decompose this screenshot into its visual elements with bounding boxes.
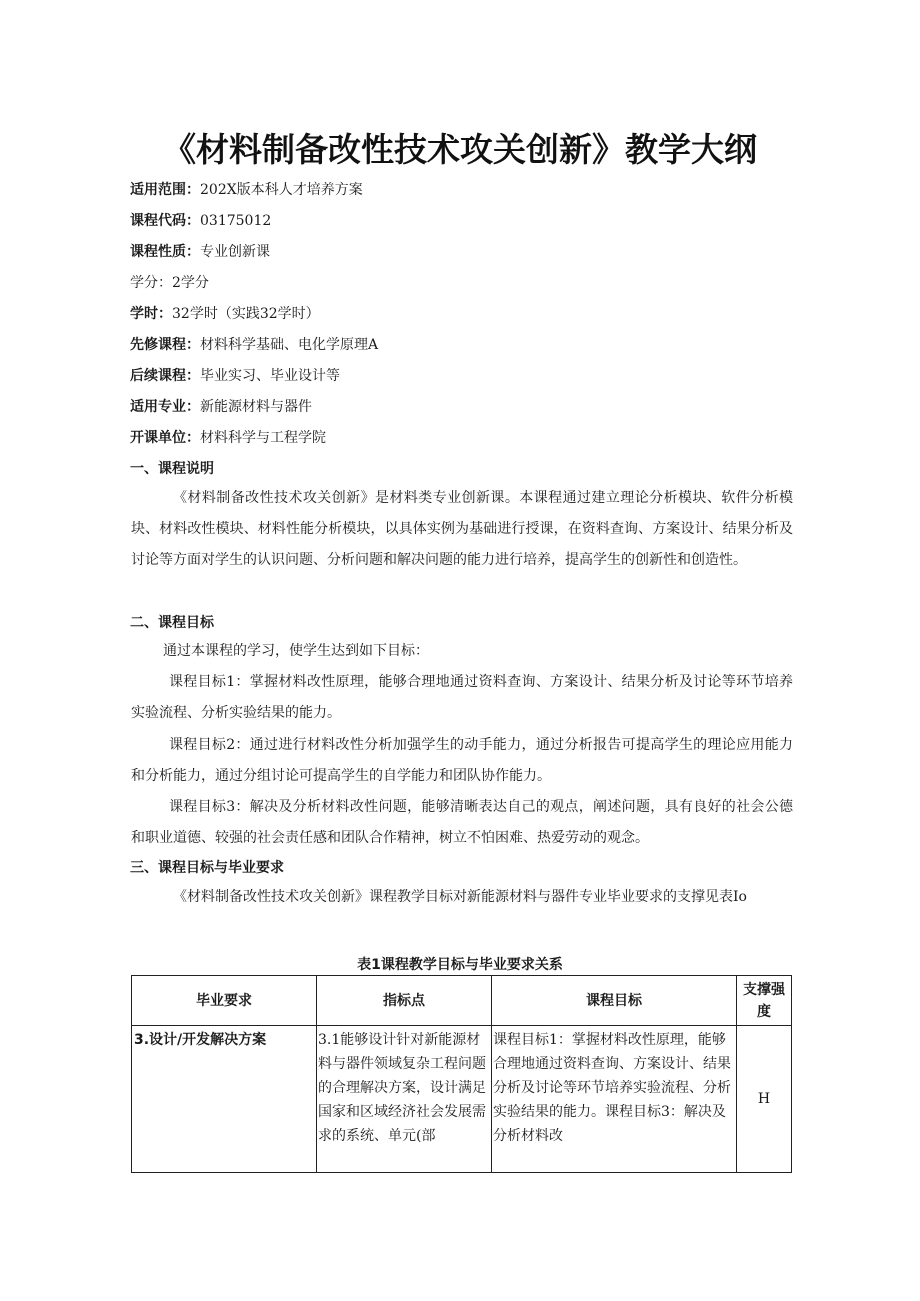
column-header: 支撑强度 (737, 976, 792, 1026)
table-caption: 表1课程教学目标与毕业要求关系 (357, 957, 563, 973)
meta-label: 学时： (130, 306, 172, 322)
meta-value: 2学分 (172, 275, 209, 291)
section-paragraph: 《材料制备改性技术攻关创新》是材料类专业创新课。本课程通过建立理论分析模块、软件分析模块、材料改性模块、材料性能分析模块，以具体实例为基础进行授课，在资料查询、方案设计、结果分析及讨论等方面对学生的认识问题、分析问题和解决问题的能力进行培养，提高学生的创新性和创造性。 (131, 490, 793, 568)
meta-value: 202X版本科人才培养方案 (200, 182, 363, 198)
course-goal-cell: 课程目标1：掌握材料改性原理，能够合理地通过资料查询、方案设计、结果分析及讨论等环节培养实验流程、分析实验结果的能力。课程目标3：解决及分析材料改 (492, 1026, 737, 1173)
goals-requirements-table (131, 975, 792, 1173)
meta-label: 后续课程： (130, 368, 200, 384)
meta-scope (130, 180, 363, 200)
meta-following-courses (130, 366, 340, 386)
column-header: 课程目标 (492, 976, 737, 1026)
meta-value: 专业创新课 (200, 244, 270, 260)
course-goal-3: 课程目标3：解决及分析材料改性问题，能够清晰表达自己的观点，阐述问题，具有良好的社会公德和职业道德、较强的社会责任感和团队合作精神，树立不怕困难、热爱劳动的观念。 (131, 799, 793, 846)
meta-label: 开课单位： (130, 430, 200, 446)
meta-label: 适用专业： (130, 399, 200, 415)
meta-value: 材料科学基础、电化学原理A (200, 337, 379, 353)
meta-course-nature (130, 242, 270, 262)
course-goal-2: 课程目标2：通过进行材料改性分析加强学生的动手能力，通过分析报告可提高学生的理论应用能力和分析能力，通过分组讨论可提高学生的自学能力和团队协作能力。 (131, 737, 793, 784)
column-header: 毕业要求 (132, 976, 317, 1026)
meta-value: 03175012 (200, 213, 272, 229)
meta-value: 毕业实习、毕业设计等 (200, 368, 340, 384)
meta-major (130, 397, 312, 417)
meta-label: 课程代码： (130, 213, 200, 229)
section-paragraph: 通过本课程的学习，使学生达到如下目标： (163, 643, 429, 659)
table-row (132, 1026, 792, 1173)
support-strength-cell: H (737, 1026, 792, 1173)
section-heading: 二、课程目标 (130, 615, 214, 631)
indicator-cell: 3.1能够设计针对新能源材料与器件领域复杂工程问题的合理解决方案，设计满足国家和区域经济社会发展需求的系统、单元(部 (317, 1026, 492, 1173)
meta-label: 课程性质： (130, 244, 200, 260)
meta-department (130, 428, 326, 448)
section-heading: 三、课程目标与毕业要求 (130, 860, 284, 876)
column-header: 指标点 (317, 976, 492, 1026)
table-header-row (132, 976, 792, 1026)
requirement-cell: 3.设计/开发解决方案 (132, 1026, 317, 1173)
meta-hours (130, 304, 320, 324)
meta-label: 适用范围： (130, 182, 200, 198)
meta-label: 学分： (130, 275, 172, 291)
section-paragraph: 《材料制备改性技术攻关创新》课程教学目标对新能源材料与器件专业毕业要求的支撑见表Io (173, 889, 747, 905)
meta-value: 材料科学与工程学院 (200, 430, 326, 446)
meta-value: 32学时（实践32学时） (172, 306, 320, 322)
meta-value: 新能源材料与器件 (200, 399, 312, 415)
meta-label: 先修课程： (130, 337, 200, 353)
course-goal-1: 课程目标1：掌握材料改性原理，能够合理地通过资料查询、方案设计、结果分析及讨论等环节培养实验流程、分析实验结果的能力。 (131, 674, 793, 721)
meta-course-code (130, 211, 271, 231)
page-title: 《材料制备改性技术攻关创新》教学大纲 (163, 130, 757, 169)
meta-credits (130, 273, 209, 293)
meta-prerequisites (130, 335, 378, 355)
section-heading: 一、课程说明 (130, 461, 214, 477)
